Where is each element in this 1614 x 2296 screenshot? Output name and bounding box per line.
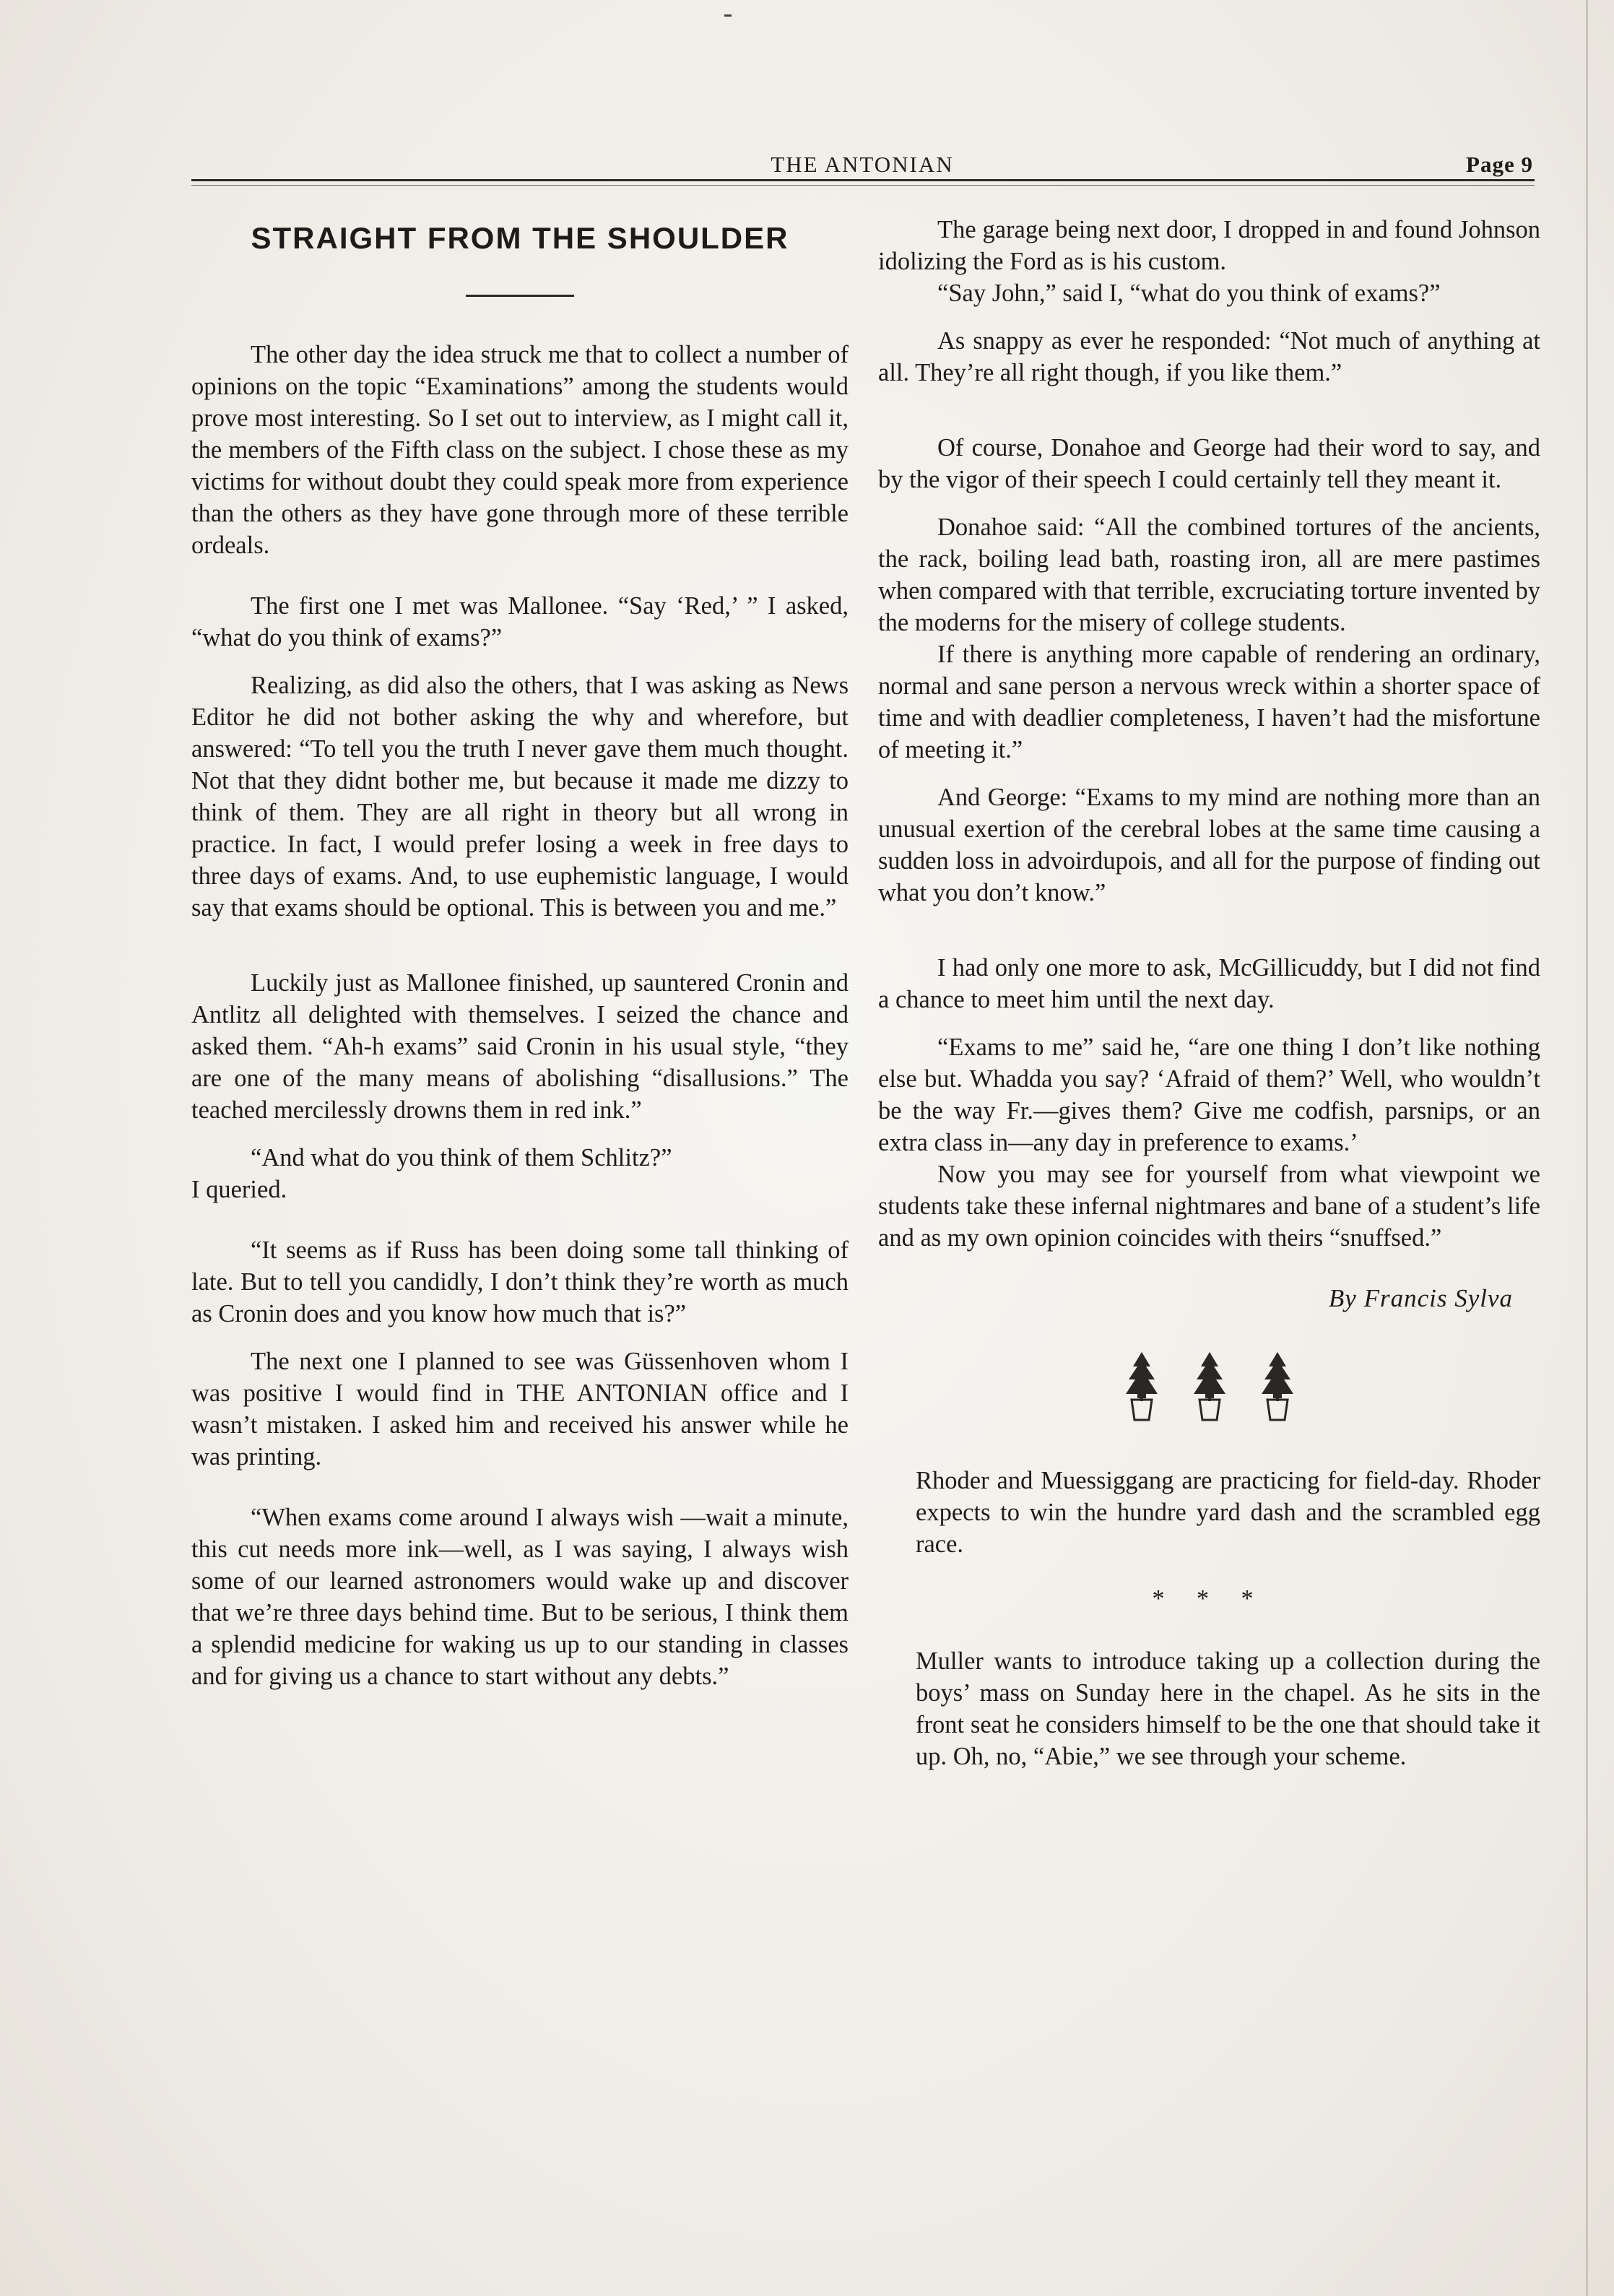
article-headline: STRAIGHT FROM THE SHOULDER [251, 221, 789, 255]
page-number: Page 9 [1466, 152, 1533, 177]
paragraph: Donahoe said: “All the combined tortures of the ancients, the rack, boiling lead bath, roasting iron, all are mere pastimes when compared with that terrible, excruciating torture invented by the moderns for the misery of college students. [878, 514, 1540, 636]
binding-edge [1586, 0, 1588, 2296]
paragraph: I had only one more to ask, McGillicuddy, but I did not find a chance to meet him until the next day. [878, 954, 1540, 1013]
header-rule-thin [191, 185, 1535, 186]
running-head [191, 150, 1533, 182]
paragraph: As snappy as ever he responded: “Not much of anything at all. They’re all right though, if you like them.” [878, 327, 1540, 386]
ornament-row [878, 1351, 1540, 1430]
left-column [191, 211, 849, 1692]
paragraph: The next one I planned to see was Güssenhoven whom I was positive I would find in THE ANTONIAN office and I wasn’t mistaken. I asked him and received his answer while he was printing. [191, 1348, 849, 1470]
news-brief: Muller wants to introduce taking up a collection during the boys’ mass on Sunday here in the chapel. As he sits in the front seat he considers himself to be the one that should take it up. Oh, no, “Abie,” we see through your scheme. [916, 1647, 1540, 1770]
paragraph: And George: “Exams to my mind are nothing more than an unusual exertion of the cerebral lobes at the same time causing a sudden loss in advoirdupois, and all for the purpose of finding out what you don’t know.” [878, 784, 1540, 906]
paragraph: Now you may see for yourself from what viewpoint we students take these infernal nightmares and bane of a student’s life and as my own opinion coincides with theirs “snuffsed.” [878, 1161, 1540, 1252]
news-brief: Rhoder and Muessiggang are practicing for field-day. Rhoder expects to win the hundre yard dash and the scrambled egg race. [916, 1467, 1540, 1558]
header-rule [191, 179, 1535, 181]
paragraph: Of course, Donahoe and George had their word to say, and by the vigor of their speech I could certainly tell they meant it. [878, 434, 1540, 493]
byline: By Francis Sylva [1328, 1284, 1513, 1312]
paragraph: I queried. [191, 1176, 287, 1203]
potted-tree-icon [1121, 1351, 1162, 1430]
paragraph: “When exams come around I always wish —wait a minute, this cut needs more ink—well, as I was saying, I always wish some of our learned astronomers would wake up and discover that we’re three days behind time. But to be serious, I think them a splendid medicine for waking us up to our standing in classes and for giving us a chance to start without any debts.” [191, 1504, 849, 1690]
paragraph: The first one I met was Mallonee. “Say ‘Red,’ ” I asked, “what do you think of exams?” [191, 592, 849, 651]
print-mark [724, 14, 732, 17]
section-separator: * * * [1152, 1585, 1267, 1612]
paragraph: If there is anything more capable of rendering an ordinary, normal and sane person a nervous wreck within a shorter space of time and with deadlier completeness, I haven’t had the misfortune of meeting it.” [878, 641, 1540, 763]
paragraph: “And what do you think of them Schlitz?” [251, 1144, 672, 1171]
paragraph: Luckily just as Mallonee finished, up sauntered Cronin and Antlitz all delighted with themselves. I seized the chance and asked them. “Ah-h exams” said Cronin in his usual style, “they are one of the many means of abolishing “disallusions.” The teached mercilessly drowns them in red ink.” [191, 969, 849, 1124]
paragraph: “Say John,” said I, “what do you think of exams?” [937, 280, 1441, 307]
publication-title: THE ANTONIAN [771, 152, 954, 177]
right-column [878, 214, 1540, 1772]
potted-tree-icon [1189, 1351, 1230, 1430]
potted-tree-icon [1257, 1351, 1298, 1430]
paragraph: The garage being next door, I dropped in and found Johnson idolizing the Ford as is his custom. [878, 216, 1540, 275]
headline-rule [466, 295, 574, 297]
paragraph: Realizing, as did also the others, that I was asking as News Editor he did not bother asking the why and wherefore, but answered: “To tell you the truth I never gave them much thought. Not that they didnt bother me, but because it made me dizzy to think of them. They are all right in theory but all wrong in practice. In fact, I would prefer losing a week in free days to three days of exams. And, to use euphemistic language, I would say that exams should be optional. This is between you and me.” [191, 672, 849, 922]
paragraph: The other day the idea struck me that to collect a number of opinions on the topic “Examinations” among the students would prove most interesting. So I set out to interview, as I might call it, the members of the Fifth class on the subject. I chose these as my victims for without doubt they could speak more from experience than the others as they have gone through more of these terrible ordeals. [191, 341, 849, 559]
paragraph: “It seems as if Russ has been doing some tall thinking of late. But to tell you candidly, I don’t think they’re worth as much as Cronin does and you know how much that is?” [191, 1236, 849, 1327]
paragraph: “Exams to me” said he, “are one thing I don’t like nothing else but. Whadda you say? ‘Afraid of them?’ Well, who wouldn’t be the way Fr.—gives them? Give me codfish, parsnips, or an extra class in—any day in preference to exams.’ [878, 1034, 1540, 1156]
